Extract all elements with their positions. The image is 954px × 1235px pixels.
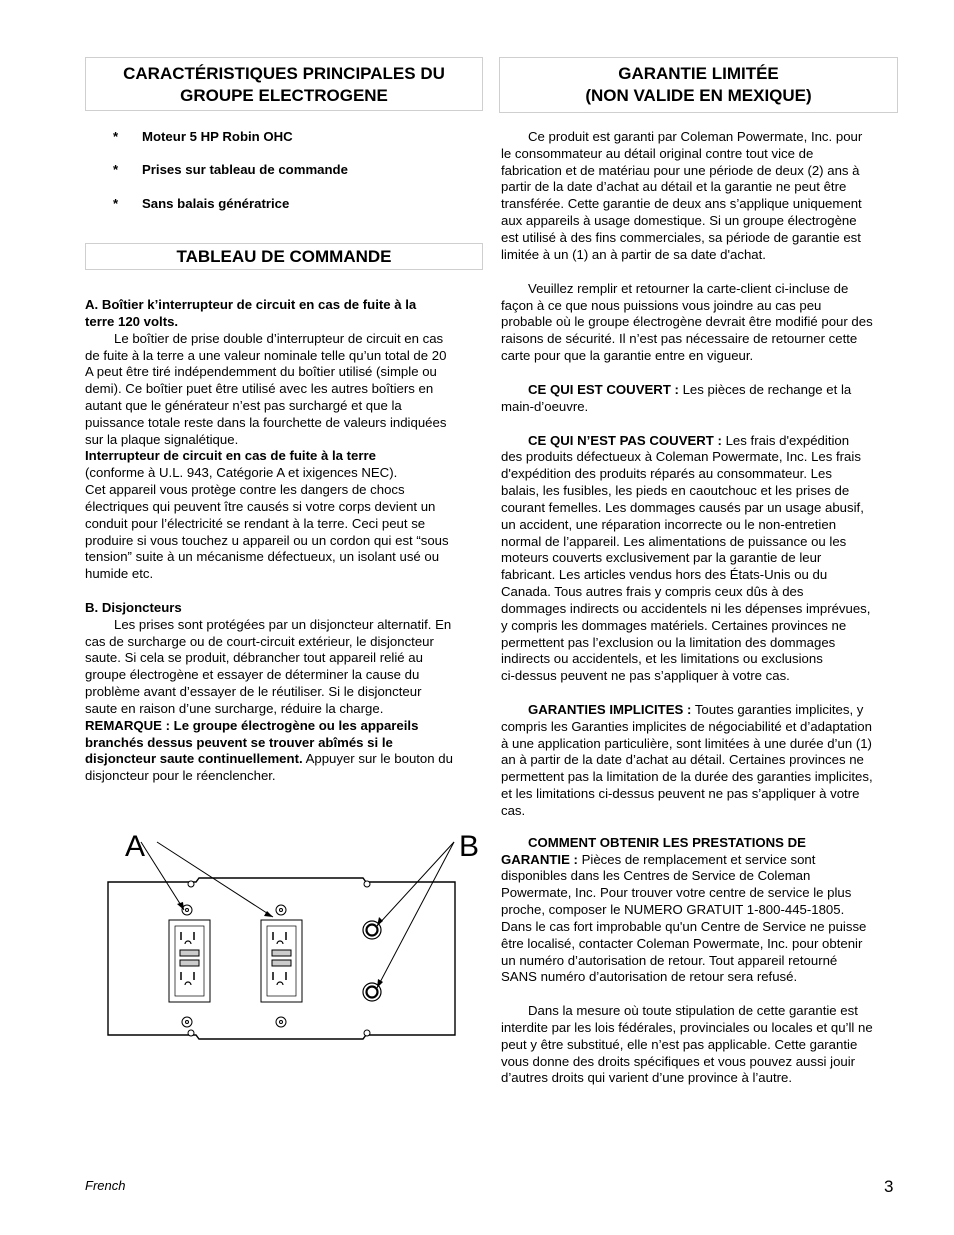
gfci-outlet-icon xyxy=(261,905,302,1027)
warranty-heading: GARANTIE LIMITÉE (NON VALIDE EN MEXIQUE) xyxy=(499,57,898,113)
control-panel-heading: TABLEAU DE COMMANDE xyxy=(85,243,483,270)
page-number: 3 xyxy=(884,1177,894,1196)
panel-plate xyxy=(108,878,455,1039)
figure-label-a: A xyxy=(125,830,146,863)
footer-language: French xyxy=(85,1178,126,1193)
control-panel-figure xyxy=(105,820,480,1050)
circuit-breaker-icon xyxy=(363,921,381,939)
screw-icon xyxy=(188,881,370,1036)
feature-item: Prises sur tableau de commande xyxy=(142,162,348,177)
feature-item: Sans balais génératrice xyxy=(142,196,290,211)
feature-item: Moteur 5 HP Robin OHC xyxy=(142,129,293,144)
features-heading: CARACTÉRISTIQUES PRINCIPALES DU GROUPE ELECTROGENE xyxy=(85,57,483,111)
circuit-breaker-icon xyxy=(363,983,381,1001)
figure-label-b: B xyxy=(459,830,480,863)
gfci-outlet-icon xyxy=(169,905,210,1027)
